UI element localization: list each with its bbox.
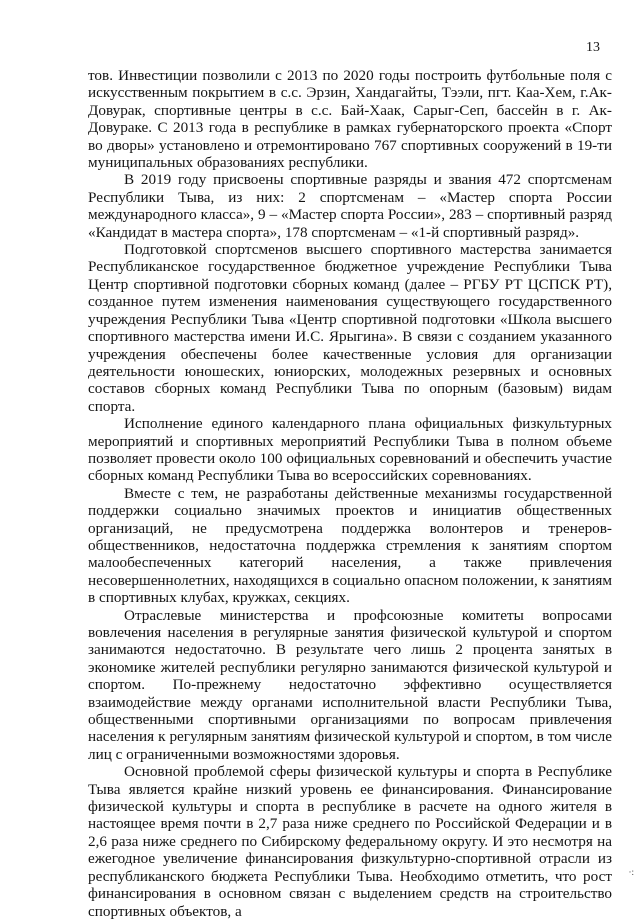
corner-mark: ·: <box>628 867 634 877</box>
paragraph-1: тов. Инвестиции позволили с 2013 по 2020 годы построить футбольные поля с искусственным покрытием в с.с. Эрзин, Хандагайты, Тээли, пгт. Каа-Хем, г.Ак-Довурак, спортивные центры в с.с. Бай-Хаак, Сарыг-Сеп, бассейн в г. Ак-Довураке. С 2013 года в республике в рамках губернаторского проекта «Спорт во дворы» установлено и отремонтировано 767 спортивных сооружений в 19-ти муниципальных образованиях республики. <box>88 67 612 172</box>
paragraph-3: Подготовкой спортсменов высшего спортивного мастерства занимается Республиканское государственное бюджетное учреждение Республики Тыва Центр спортивной подготовки сборных команд (далее – РГБУ РТ ЦСПСК РТ), созданное путем изменения наименования существующего государственного учреждения Республики Тыва «Центр спортивной подготовки «Школа высшего спортивного мастерства имени И.С. Ярыгина». В связи с созданием указанного учреждения обеспечены более качественные условия для организации деятельности юношеских, юниорских, молодежных резервных и основных составов сборных команд Республики Тыва по опорным (базовым) видам спорта. <box>88 241 612 415</box>
paragraph-5: Вместе с тем, не разработаны действенные механизмы государственной поддержки социально значимых проектов и инициатив общественных организаций, не предусмотрена поддержка волонтеров и тренеров-общественников, недостаточна поддержка стремления к занятиям спортом малообеспеченных категорий населения, а также привлечения несовершеннолетних, находящихся в социально опасном положении, к занятиям в спортивных клубах, кружках, секциях. <box>88 484 612 607</box>
document-body <box>88 67 612 920</box>
paragraph-2: В 2019 году присвоены спортивные разряды и звания 472 спортсменам Республики Тыва, из них: 2 спортсменам – «Мастер спорта России международного класса», 9 – «Мастер спорта России», 283 – спортивный разряд «Кандидат в мастера спорта», 178 спортсменам – «1-й спортивный разряд». <box>88 171 612 241</box>
paragraph-6: Отраслевые министерства и профсоюзные комитеты вопросами вовлечения населения в регулярные занятия физической культурой и спортом занимаются недостаточно. В результате чего лишь 2 процента занятых в экономике жителей республики регулярно занимаются физической культурой и спортом. По-прежнему недостаточно эффективно осуществляется взаимодействие между органами исполнительной власти Республики Тыва, общественными спортивными организациями по вопросам привлечения населения к регулярным занятиям физической культурой и спортом, в том числе лиц с ограниченными возможностями здоровья. <box>88 606 612 763</box>
paragraph-4: Исполнение единого календарного плана официальных физкультурных мероприятий и спортивных мероприятий Республики Тыва в полном объеме позволяет провести около 100 официальных соревнований и обеспечить участие сборных команд Республики Тыва во всероссийских соревнованиях. <box>88 415 612 485</box>
page-number: 13 <box>586 40 600 55</box>
paragraph-7: Основной проблемой сферы физической культуры и спорта в Республике Тыва является крайне низкий уровень ее финансирования. Финансирование физической культуры и спорта в республике в расчете на одного жителя в настоящее время почти в 2,7 раза ниже среднего по Российской Федерации и в 2,6 раза ниже среднего по Сибирскому федеральному округу. И это несмотря на ежегодное увеличение финансирования физкультурно-спортивной отрасли из республиканского бюджета Республики Тыва. Необходимо отметить, что рост финансирования в основном связан с выделением средств на строительство спортивных объектов, а <box>88 763 612 920</box>
